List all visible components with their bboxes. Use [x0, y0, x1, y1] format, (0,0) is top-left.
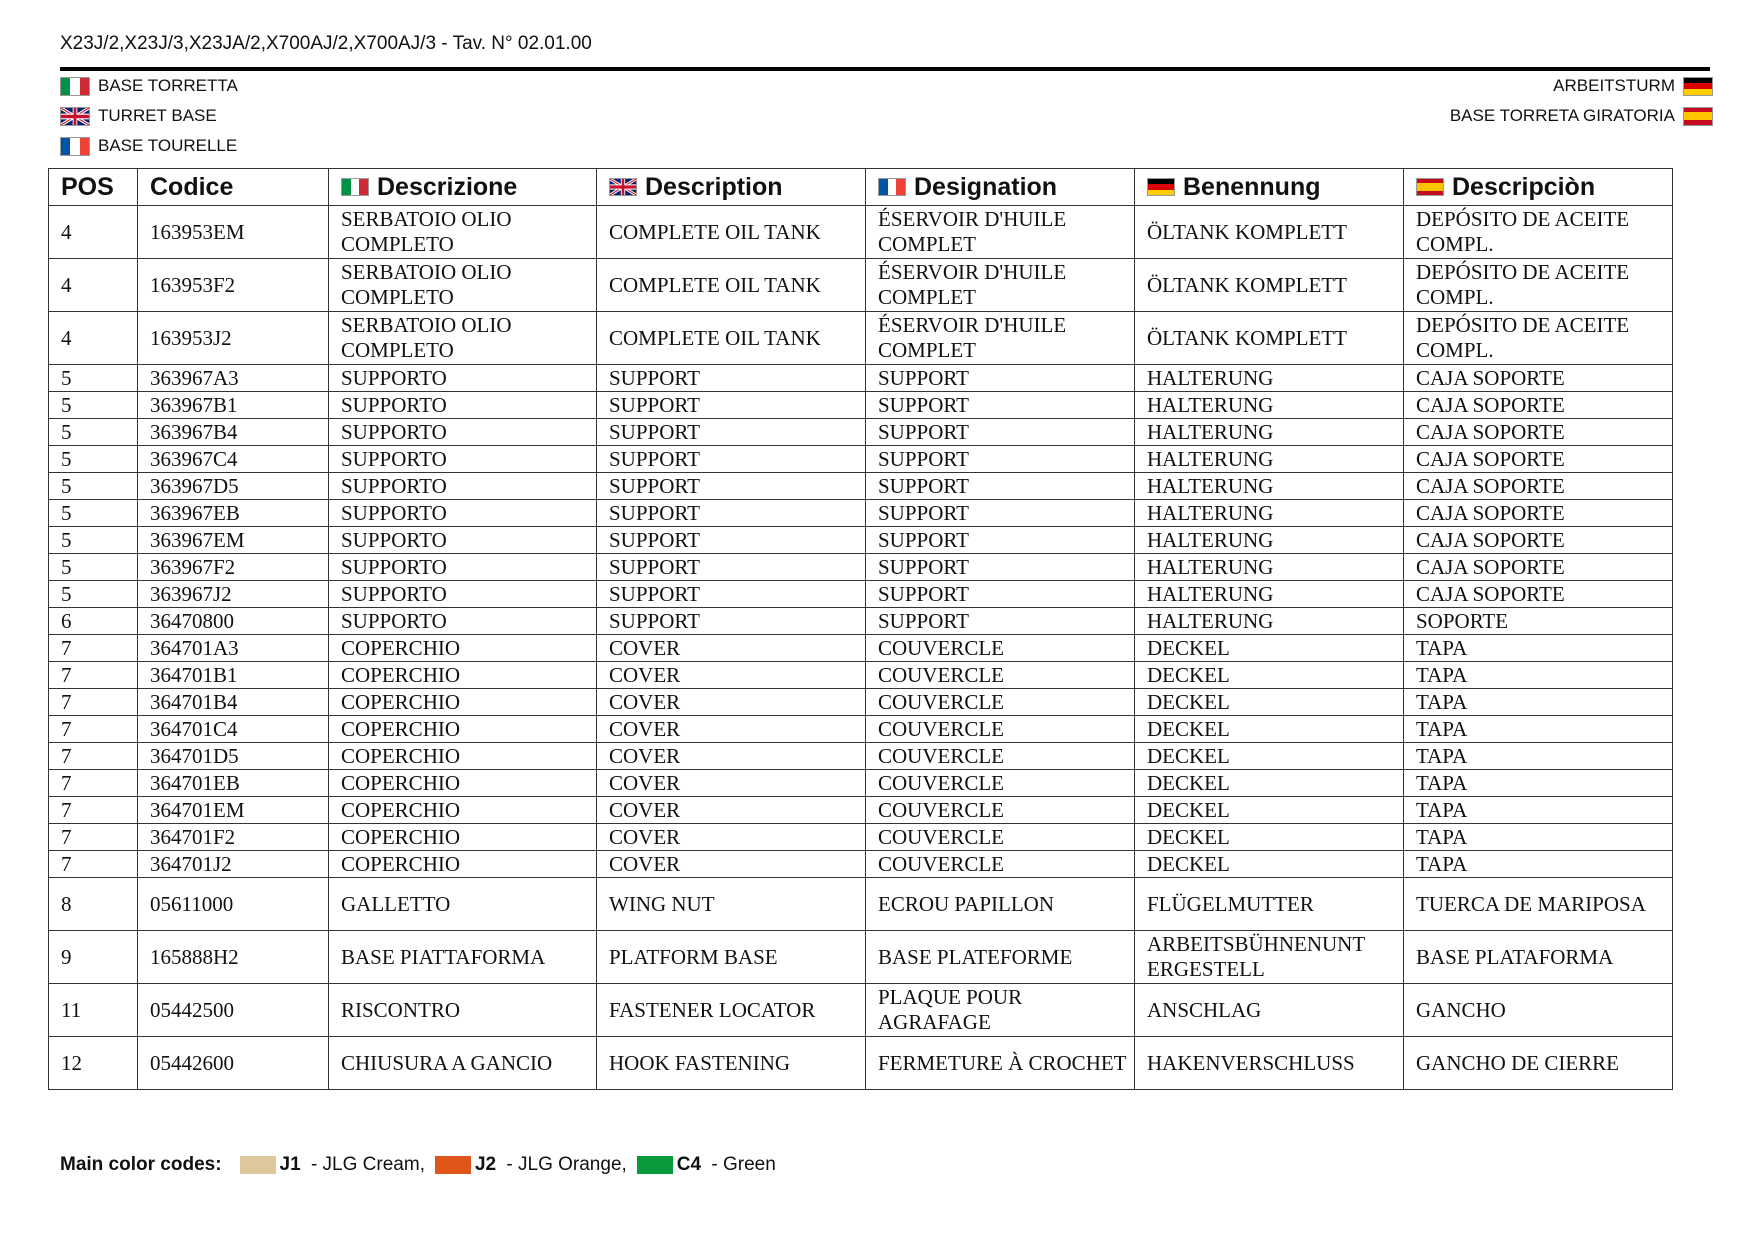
cell-desc-fr: COUVERCLE	[866, 716, 1135, 743]
cell-code: 363967J2	[138, 581, 329, 608]
cell-desc-it: RISCONTRO	[329, 984, 597, 1037]
cell-desc-fr: COUVERCLE	[866, 635, 1135, 662]
cell-desc-it: SERBATOIO OLIO COMPLETO	[329, 312, 597, 365]
cell-code: 363967EM	[138, 527, 329, 554]
lang-label-german	[1553, 76, 1713, 96]
cell-pos: 7	[49, 770, 138, 797]
cell-pos: 5	[49, 527, 138, 554]
cell-code: 163953F2	[138, 259, 329, 312]
lang-label-italian	[60, 76, 238, 96]
cell-desc-es: DEPÓSITO DE ACEITE COMPL.	[1404, 312, 1673, 365]
table-row	[49, 419, 1673, 446]
cell-code: 363967EB	[138, 500, 329, 527]
cell-desc-de: HALTERUNG	[1135, 608, 1404, 635]
cell-desc-es: CAJA SOPORTE	[1404, 581, 1673, 608]
cell-desc-fr: COUVERCLE	[866, 797, 1135, 824]
cell-desc-de: ANSCHLAG	[1135, 984, 1404, 1037]
cell-desc-en: COVER	[597, 743, 866, 770]
cell-pos: 5	[49, 446, 138, 473]
color-code: C4	[676, 1154, 702, 1175]
table-row	[49, 608, 1673, 635]
cell-desc-fr: SUPPORT	[866, 608, 1135, 635]
cell-pos: 5	[49, 500, 138, 527]
cell-desc-de: HALTERUNG	[1135, 473, 1404, 500]
cell-desc-de: DECKEL	[1135, 851, 1404, 878]
cell-desc-it: COPERCHIO	[329, 770, 597, 797]
cell-pos: 7	[49, 851, 138, 878]
column-header-spanish: Descripciòn	[1404, 169, 1673, 206]
color-code: J2	[474, 1154, 497, 1175]
cell-code: 364701J2	[138, 851, 329, 878]
cell-desc-it: COPERCHIO	[329, 797, 597, 824]
cell-pos: 7	[49, 662, 138, 689]
cell-desc-es: TAPA	[1404, 716, 1673, 743]
spain-flag-icon	[1683, 107, 1713, 126]
lang-label-text: BASE TORRETA GIRATORIA	[1449, 106, 1675, 125]
cell-pos: 5	[49, 392, 138, 419]
cell-pos: 7	[49, 716, 138, 743]
table-header-row	[49, 169, 1673, 206]
cell-desc-de: DECKEL	[1135, 743, 1404, 770]
uk-flag-icon	[60, 107, 90, 126]
cell-desc-es: CAJA SOPORTE	[1404, 419, 1673, 446]
cell-desc-en: COVER	[597, 824, 866, 851]
cell-desc-en: COVER	[597, 689, 866, 716]
table-row	[49, 851, 1673, 878]
table-row	[49, 743, 1673, 770]
cell-desc-es: TAPA	[1404, 689, 1673, 716]
table-row	[49, 635, 1673, 662]
cell-desc-es: GANCHO	[1404, 984, 1673, 1037]
column-header-pos: POS	[49, 169, 138, 206]
cell-desc-fr: SUPPORT	[866, 419, 1135, 446]
table-row	[49, 446, 1673, 473]
cell-pos: 5	[49, 473, 138, 500]
cell-pos: 4	[49, 206, 138, 259]
cell-desc-es: CAJA SOPORTE	[1404, 500, 1673, 527]
cell-pos: 9	[49, 931, 138, 984]
cell-code: 364701B4	[138, 689, 329, 716]
table-row	[49, 770, 1673, 797]
table-row	[49, 878, 1673, 931]
cell-desc-es: CAJA SOPORTE	[1404, 527, 1673, 554]
cell-desc-it: SUPPORTO	[329, 446, 597, 473]
cell-pos: 7	[49, 635, 138, 662]
cell-desc-en: COVER	[597, 716, 866, 743]
cell-desc-it: SUPPORTO	[329, 473, 597, 500]
table-row	[49, 392, 1673, 419]
cell-desc-de: HALTERUNG	[1135, 554, 1404, 581]
cell-pos: 7	[49, 743, 138, 770]
cell-desc-it: SUPPORTO	[329, 365, 597, 392]
cell-pos: 4	[49, 259, 138, 312]
lang-label-french	[60, 136, 237, 156]
italy-flag-icon	[341, 178, 369, 196]
cell-desc-es: TAPA	[1404, 662, 1673, 689]
cell-code: 364701EB	[138, 770, 329, 797]
table-row	[49, 824, 1673, 851]
parts-table	[48, 168, 1673, 1090]
cell-pos: 6	[49, 608, 138, 635]
table-row	[49, 716, 1673, 743]
table-row	[49, 581, 1673, 608]
cell-desc-es: TUERCA DE MARIPOSA	[1404, 878, 1673, 931]
cell-desc-es: GANCHO DE CIERRE	[1404, 1037, 1673, 1090]
cell-code: 05442500	[138, 984, 329, 1037]
cell-desc-fr: SUPPORT	[866, 446, 1135, 473]
cell-desc-fr: FERMETURE À CROCHET	[866, 1037, 1135, 1090]
lang-label-text: BASE TORRETTA	[98, 76, 238, 95]
color-swatch-cream	[240, 1156, 276, 1174]
table-row	[49, 662, 1673, 689]
cell-desc-it: COPERCHIO	[329, 662, 597, 689]
lang-label-spanish	[1450, 106, 1713, 126]
color-label: - JLG Orange,	[501, 1154, 627, 1175]
cell-desc-de: ÖLTANK KOMPLETT	[1135, 206, 1404, 259]
cell-code: 364701A3	[138, 635, 329, 662]
cell-desc-fr: BASE PLATEFORME	[866, 931, 1135, 984]
cell-desc-en: SUPPORT	[597, 446, 866, 473]
lang-label-text: ARBEITSTURM	[1553, 76, 1675, 95]
cell-desc-fr: SUPPORT	[866, 392, 1135, 419]
cell-code: 364701F2	[138, 824, 329, 851]
lang-label-english	[60, 106, 217, 126]
column-header-french: Designation	[866, 169, 1135, 206]
table-row	[49, 984, 1673, 1037]
cell-desc-it: SUPPORTO	[329, 419, 597, 446]
germany-flag-icon	[1683, 77, 1713, 96]
cell-desc-es: CAJA SOPORTE	[1404, 392, 1673, 419]
cell-pos: 7	[49, 824, 138, 851]
table-row	[49, 365, 1673, 392]
cell-desc-es: DEPÓSITO DE ACEITE COMPL.	[1404, 206, 1673, 259]
cell-desc-it: SUPPORTO	[329, 500, 597, 527]
cell-desc-it: COPERCHIO	[329, 716, 597, 743]
cell-desc-de: DECKEL	[1135, 689, 1404, 716]
cell-desc-es: SOPORTE	[1404, 608, 1673, 635]
cell-desc-de: DECKEL	[1135, 824, 1404, 851]
title-divider	[60, 67, 1710, 71]
column-header-italian: Descrizione	[329, 169, 597, 206]
cell-desc-de: DECKEL	[1135, 797, 1404, 824]
cell-desc-es: TAPA	[1404, 743, 1673, 770]
cell-desc-fr: COUVERCLE	[866, 689, 1135, 716]
color-swatch-green	[637, 1156, 673, 1174]
cell-pos: 5	[49, 581, 138, 608]
cell-desc-de: ÖLTANK KOMPLETT	[1135, 312, 1404, 365]
table-row	[49, 206, 1673, 259]
color-swatch-orange	[435, 1156, 471, 1174]
cell-desc-it: COPERCHIO	[329, 851, 597, 878]
lang-label-text: BASE TOURELLE	[98, 136, 238, 155]
cell-pos: 11	[49, 984, 138, 1037]
table-row	[49, 527, 1673, 554]
table-row	[49, 797, 1673, 824]
cell-desc-es: TAPA	[1404, 851, 1673, 878]
cell-desc-fr: SUPPORT	[866, 554, 1135, 581]
cell-desc-en: COMPLETE OIL TANK	[597, 206, 866, 259]
cell-desc-es: TAPA	[1404, 770, 1673, 797]
cell-desc-fr: PLAQUE POUR AGRAFAGE	[866, 984, 1135, 1037]
cell-desc-it: COPERCHIO	[329, 635, 597, 662]
cell-desc-en: COMPLETE OIL TANK	[597, 259, 866, 312]
cell-desc-fr: SUPPORT	[866, 500, 1135, 527]
cell-pos: 7	[49, 797, 138, 824]
table-row	[49, 259, 1673, 312]
cell-desc-it: SUPPORTO	[329, 581, 597, 608]
cell-desc-it: COPERCHIO	[329, 689, 597, 716]
cell-desc-en: COVER	[597, 662, 866, 689]
cell-desc-it: SUPPORTO	[329, 554, 597, 581]
cell-desc-de: HALTERUNG	[1135, 419, 1404, 446]
cell-desc-en: SUPPORT	[597, 500, 866, 527]
cell-desc-es: TAPA	[1404, 824, 1673, 851]
cell-pos: 12	[49, 1037, 138, 1090]
cell-desc-de: HALTERUNG	[1135, 392, 1404, 419]
italy-flag-icon	[60, 77, 90, 96]
cell-code: 364701EM	[138, 797, 329, 824]
cell-desc-it: COPERCHIO	[329, 824, 597, 851]
cell-desc-it: SUPPORTO	[329, 527, 597, 554]
cell-desc-fr: ÉSERVOIR D'HUILE COMPLET	[866, 206, 1135, 259]
cell-desc-it: SUPPORTO	[329, 608, 597, 635]
cell-code: 363967A3	[138, 365, 329, 392]
cell-pos: 4	[49, 312, 138, 365]
cell-desc-en: COVER	[597, 851, 866, 878]
color-legend	[60, 1154, 786, 1176]
cell-desc-it: SERBATOIO OLIO COMPLETO	[329, 206, 597, 259]
cell-code: 05442600	[138, 1037, 329, 1090]
cell-desc-es: BASE PLATAFORMA	[1404, 931, 1673, 984]
cell-desc-de: HALTERUNG	[1135, 446, 1404, 473]
cell-desc-fr: SUPPORT	[866, 473, 1135, 500]
cell-desc-fr: COUVERCLE	[866, 824, 1135, 851]
color-legend-item-j2	[435, 1154, 627, 1176]
table-row	[49, 689, 1673, 716]
cell-desc-es: TAPA	[1404, 635, 1673, 662]
france-flag-icon	[60, 137, 90, 156]
table-row	[49, 1037, 1673, 1090]
cell-desc-de: DECKEL	[1135, 635, 1404, 662]
cell-pos: 5	[49, 419, 138, 446]
cell-desc-de: DECKEL	[1135, 716, 1404, 743]
table-row	[49, 473, 1673, 500]
document-title: X23J/2,X23J/3,X23JA/2,X700AJ/2,X700AJ/3 - Tav. N° 02.01.00	[60, 33, 592, 54]
cell-desc-de: ARBEITSBÜHNENUNT ERGESTELL	[1135, 931, 1404, 984]
cell-desc-fr: ECROU PAPILLON	[866, 878, 1135, 931]
cell-desc-en: SUPPORT	[597, 527, 866, 554]
cell-desc-fr: ÉSERVOIR D'HUILE COMPLET	[866, 312, 1135, 365]
cell-code: 165888H2	[138, 931, 329, 984]
cell-desc-fr: COUVERCLE	[866, 770, 1135, 797]
cell-desc-fr: SUPPORT	[866, 365, 1135, 392]
cell-desc-de: HALTERUNG	[1135, 581, 1404, 608]
cell-desc-es: TAPA	[1404, 797, 1673, 824]
cell-code: 363967C4	[138, 446, 329, 473]
cell-desc-en: PLATFORM BASE	[597, 931, 866, 984]
color-code: J1	[279, 1154, 301, 1175]
cell-code: 05611000	[138, 878, 329, 931]
cell-desc-it: COPERCHIO	[329, 743, 597, 770]
germany-flag-icon	[1147, 178, 1175, 196]
column-header-code: Codice	[138, 169, 329, 206]
cell-desc-de: DECKEL	[1135, 770, 1404, 797]
lang-label-text: TURRET BASE	[98, 106, 217, 125]
cell-desc-fr: COUVERCLE	[866, 851, 1135, 878]
cell-desc-es: DEPÓSITO DE ACEITE COMPL.	[1404, 259, 1673, 312]
cell-desc-it: BASE PIATTAFORMA	[329, 931, 597, 984]
color-legend-item-j1	[240, 1154, 425, 1176]
cell-code: 363967F2	[138, 554, 329, 581]
cell-desc-en: FASTENER LOCATOR	[597, 984, 866, 1037]
cell-desc-de: FLÜGELMUTTER	[1135, 878, 1404, 931]
cell-code: 163953J2	[138, 312, 329, 365]
cell-desc-fr: SUPPORT	[866, 527, 1135, 554]
cell-desc-en: COMPLETE OIL TANK	[597, 312, 866, 365]
cell-code: 364701D5	[138, 743, 329, 770]
table-row	[49, 931, 1673, 984]
color-legend-item-c4	[637, 1154, 776, 1176]
cell-code: 363967B1	[138, 392, 329, 419]
cell-code: 163953EM	[138, 206, 329, 259]
cell-desc-en: SUPPORT	[597, 608, 866, 635]
cell-desc-it: SUPPORTO	[329, 392, 597, 419]
cell-desc-en: SUPPORT	[597, 419, 866, 446]
table-row	[49, 312, 1673, 365]
cell-desc-fr: COUVERCLE	[866, 662, 1135, 689]
cell-code: 364701B1	[138, 662, 329, 689]
cell-desc-en: COVER	[597, 770, 866, 797]
cell-desc-de: HALTERUNG	[1135, 365, 1404, 392]
color-label: - Green	[706, 1154, 776, 1175]
cell-desc-en: HOOK FASTENING	[597, 1037, 866, 1090]
cell-pos: 5	[49, 365, 138, 392]
uk-flag-icon	[609, 178, 637, 196]
cell-desc-en: COVER	[597, 797, 866, 824]
france-flag-icon	[878, 178, 906, 196]
cell-desc-en: SUPPORT	[597, 392, 866, 419]
cell-desc-de: ÖLTANK KOMPLETT	[1135, 259, 1404, 312]
cell-desc-es: CAJA SOPORTE	[1404, 446, 1673, 473]
cell-code: 363967B4	[138, 419, 329, 446]
cell-desc-es: CAJA SOPORTE	[1404, 473, 1673, 500]
cell-desc-de: DECKEL	[1135, 662, 1404, 689]
cell-pos: 5	[49, 554, 138, 581]
column-header-english: Description	[597, 169, 866, 206]
cell-code: 364701C4	[138, 716, 329, 743]
cell-desc-fr: SUPPORT	[866, 581, 1135, 608]
cell-desc-fr: COUVERCLE	[866, 743, 1135, 770]
cell-pos: 7	[49, 689, 138, 716]
cell-desc-en: SUPPORT	[597, 473, 866, 500]
cell-desc-it: GALLETTO	[329, 878, 597, 931]
spain-flag-icon	[1416, 178, 1444, 196]
cell-desc-de: HALTERUNG	[1135, 500, 1404, 527]
cell-desc-de: HAKENVERSCHLUSS	[1135, 1037, 1404, 1090]
table-row	[49, 500, 1673, 527]
cell-desc-en: SUPPORT	[597, 581, 866, 608]
column-header-german: Benennung	[1135, 169, 1404, 206]
cell-desc-es: CAJA SOPORTE	[1404, 365, 1673, 392]
cell-desc-de: HALTERUNG	[1135, 527, 1404, 554]
cell-pos: 8	[49, 878, 138, 931]
color-label: - JLG Cream,	[305, 1154, 425, 1175]
cell-code: 36470800	[138, 608, 329, 635]
cell-desc-fr: ÉSERVOIR D'HUILE COMPLET	[866, 259, 1135, 312]
cell-desc-es: CAJA SOPORTE	[1404, 554, 1673, 581]
cell-desc-en: SUPPORT	[597, 365, 866, 392]
cell-desc-it: CHIUSURA A GANCIO	[329, 1037, 597, 1090]
cell-code: 363967D5	[138, 473, 329, 500]
color-legend-title: Main color codes:	[60, 1154, 222, 1175]
table-row	[49, 554, 1673, 581]
cell-desc-en: COVER	[597, 635, 866, 662]
cell-desc-it: SERBATOIO OLIO COMPLETO	[329, 259, 597, 312]
cell-desc-en: SUPPORT	[597, 554, 866, 581]
cell-desc-en: WING NUT	[597, 878, 866, 931]
